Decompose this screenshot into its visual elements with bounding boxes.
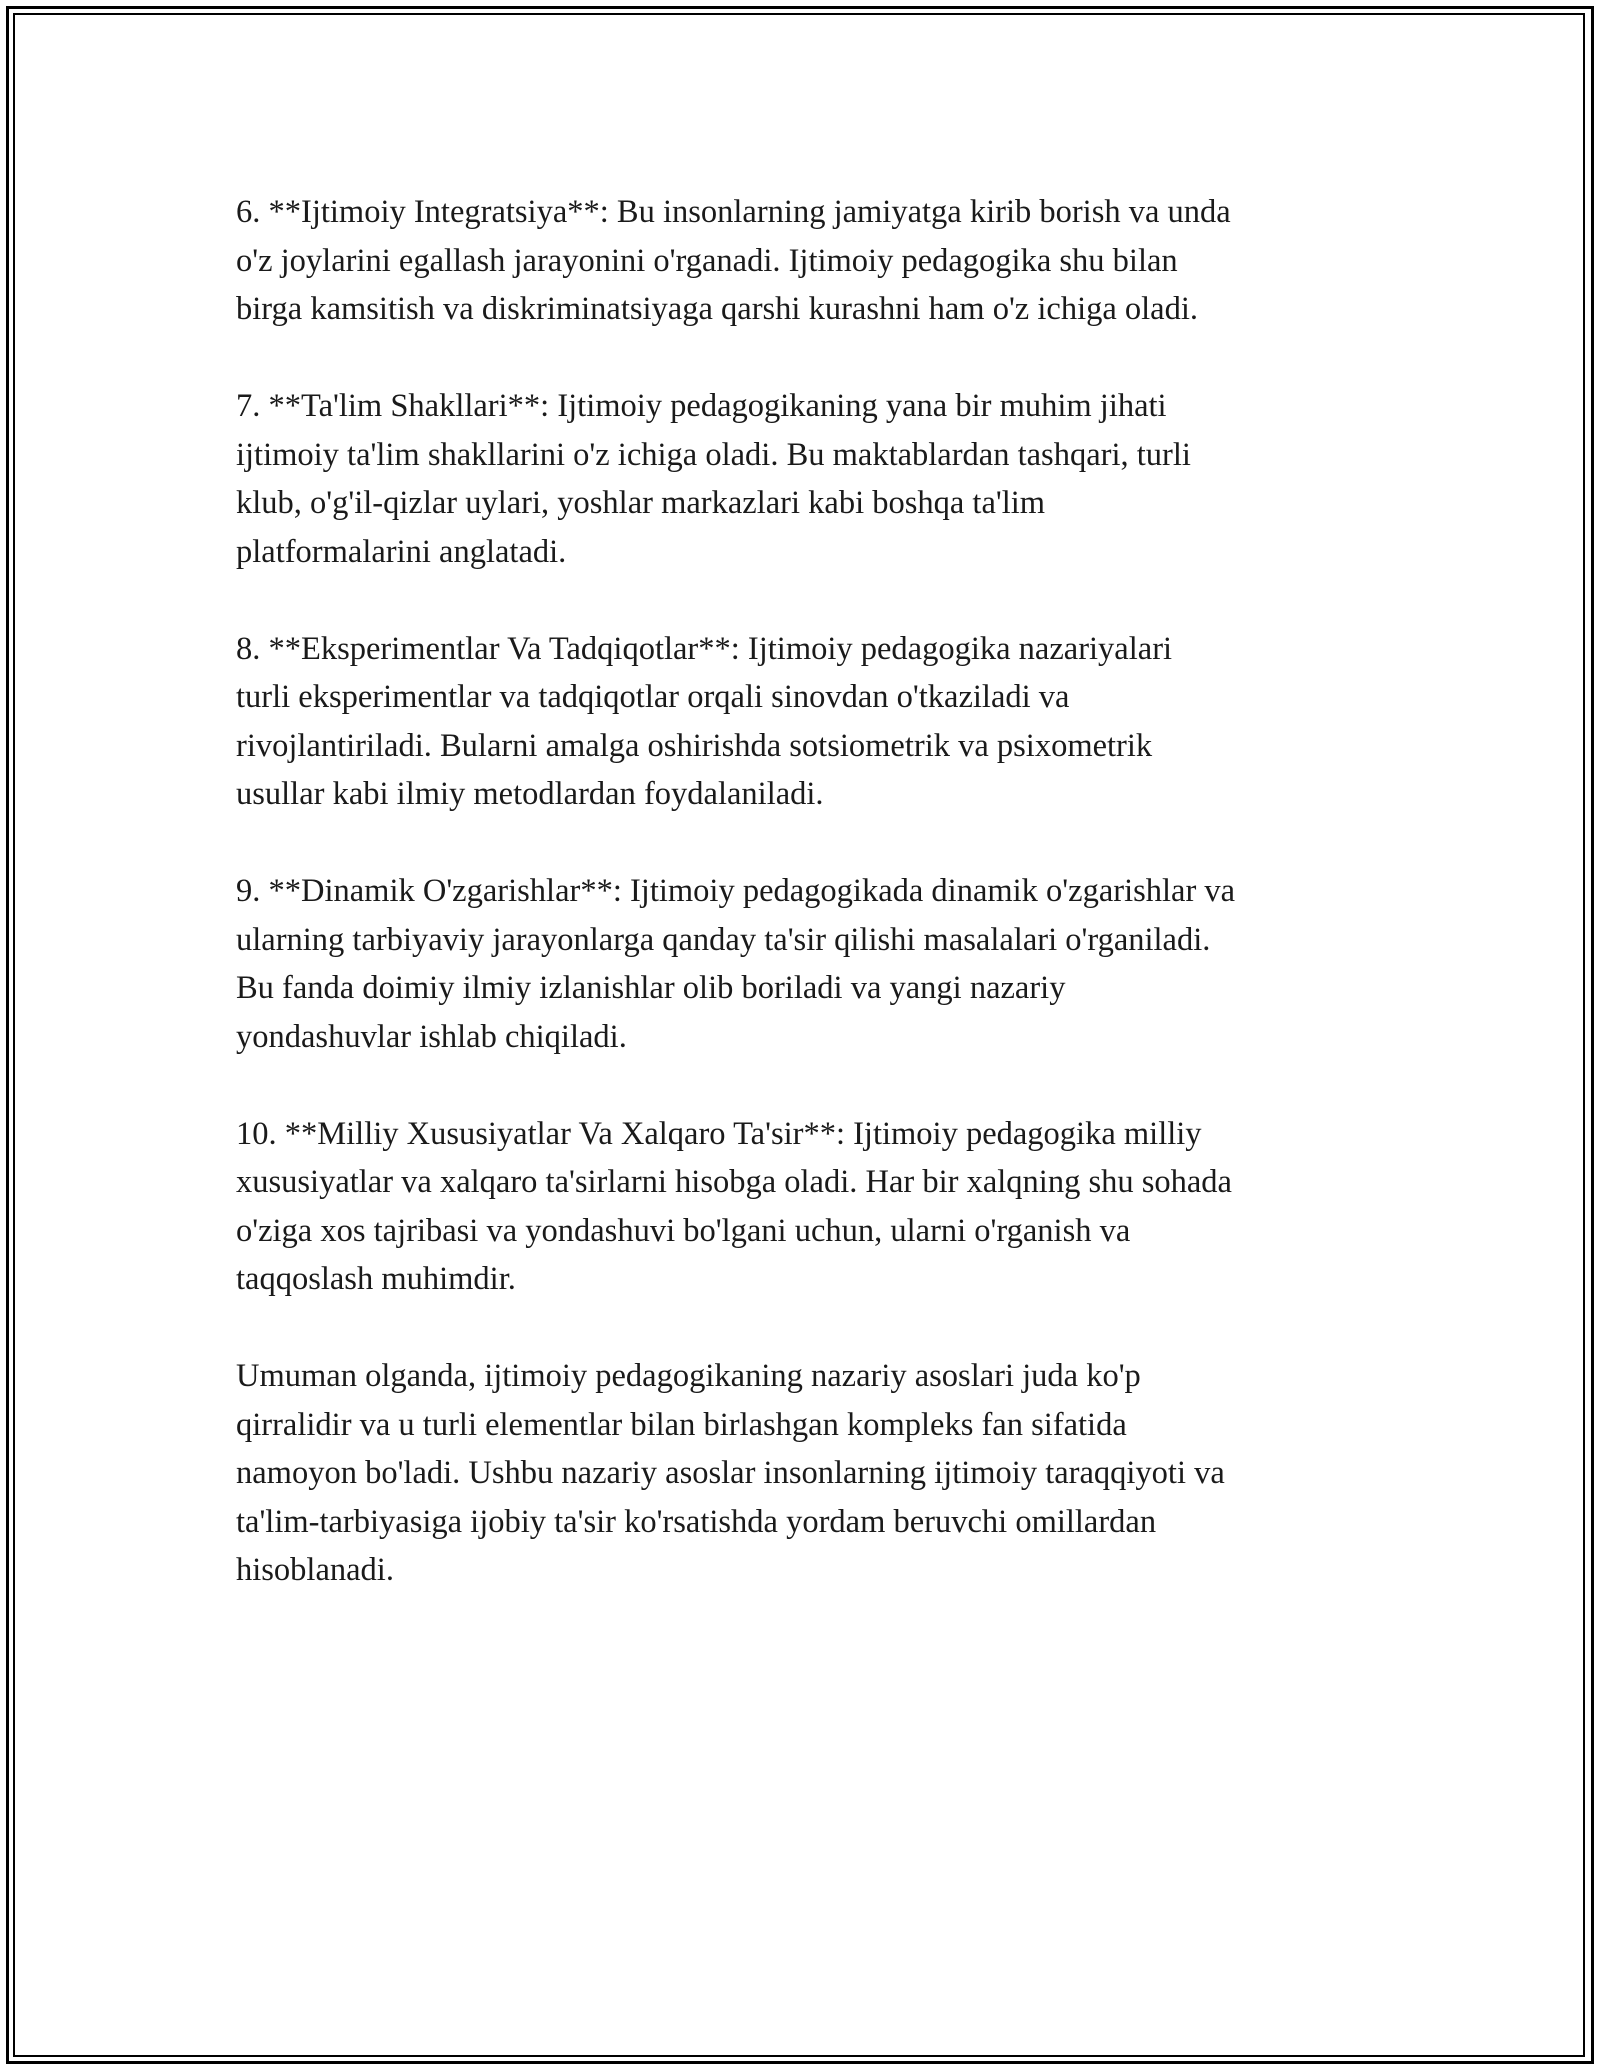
text-line: 9. **Dinamik O'zgarishlar**: Ijtimoiy pedagogikada dinamik o'zgarishlar va	[236, 873, 1236, 909]
text-line: turli eksperimentlar va tadqiqotlar orqali sinovdan o'tkaziladi va	[236, 679, 1070, 715]
text-line: 7. **Ta'lim Shakllari**: Ijtimoiy pedagogikaning yana bir muhim jihati	[236, 388, 1167, 424]
paragraph-milliy-xususiyatlar	[236, 1110, 1366, 1304]
document-body	[236, 188, 1366, 1643]
text-line: yondashuvlar ishlab chiqiladi.	[236, 1018, 627, 1055]
text-line: birga kamsitish va diskriminatsiyaga qarshi kurashni ham o'z ichiga oladi.	[236, 291, 1199, 327]
text-line: 8. **Eksperimentlar Va Tadqiqotlar**: Ijtimoiy pedagogika nazariyalari	[236, 630, 1173, 667]
text-line: taqqoslash muhimdir.	[236, 1261, 516, 1297]
paragraph-eksperimentlar	[236, 625, 1366, 819]
text-line: qirralidir va u turli elementlar bilan birlashgan kompleks fan sifatida	[236, 1406, 1127, 1443]
paragraph-conclusion	[236, 1352, 1366, 1595]
text-line: xususiyatlar va xalqaro ta'sirlarni hisobga oladi. Har bir xalqning shu sohada	[236, 1164, 1232, 1200]
text-line: o'ziga xos tajribasi va yondashuvi bo'lgani uchun, ularni o'rganish va	[236, 1212, 1131, 1249]
text-line: ijtimoiy ta'lim shakllarini o'z ichiga oladi. Bu maktablardan tashqari, turli	[236, 436, 1191, 473]
text-line: klub, o'g'il-qizlar uylari, yoshlar markazlari kabi boshqa ta'lim	[236, 485, 1046, 521]
text-line: 10. **Milliy Xususiyatlar Va Xalqaro Ta'sir**: Ijtimoiy pedagogika milliy	[236, 1115, 1202, 1152]
text-line: platformalarini anglatadi.	[236, 533, 567, 570]
text-line: 6. **Ijtimoiy Integratsiya**: Bu insonlarning jamiyatga kirib borish va unda	[236, 194, 1231, 230]
text-line: hisoblanadi.	[236, 1552, 394, 1588]
paragraph-dinamik-ozgarishlar	[236, 867, 1366, 1061]
text-line: namoyon bo'ladi. Ushbu nazariy asoslar insonlarning ijtimoiy taraqqiyoti va	[236, 1455, 1225, 1491]
text-line: o'z joylarini egallash jarayonini o'rganadi. Ijtimoiy pedagogika shu bilan	[236, 242, 1178, 279]
paragraph-talim-shakllari	[236, 382, 1366, 576]
text-line: Umuman olganda, ijtimoiy pedagogikaning nazariy asoslari juda ko'p	[236, 1358, 1141, 1394]
text-line: rivojlantiriladi. Bularni amalga oshirishda sotsiometrik va psixometrik	[236, 727, 1153, 764]
text-line: usullar kabi ilmiy metodlardan foydalaniladi.	[236, 776, 824, 812]
paragraph-ijtimoiy-integratsiya	[236, 188, 1366, 334]
text-line: Bu fanda doimiy ilmiy izlanishlar olib boriladi va yangi nazariy	[236, 970, 1066, 1006]
text-line: ularning tarbiyaviy jarayonlarga qanday ta'sir qilishi masalalari o'rganiladi.	[236, 921, 1211, 958]
text-line: ta'lim-tarbiyasiga ijobiy ta'sir ko'rsatishda yordam beruvchi omillardan	[236, 1503, 1157, 1540]
